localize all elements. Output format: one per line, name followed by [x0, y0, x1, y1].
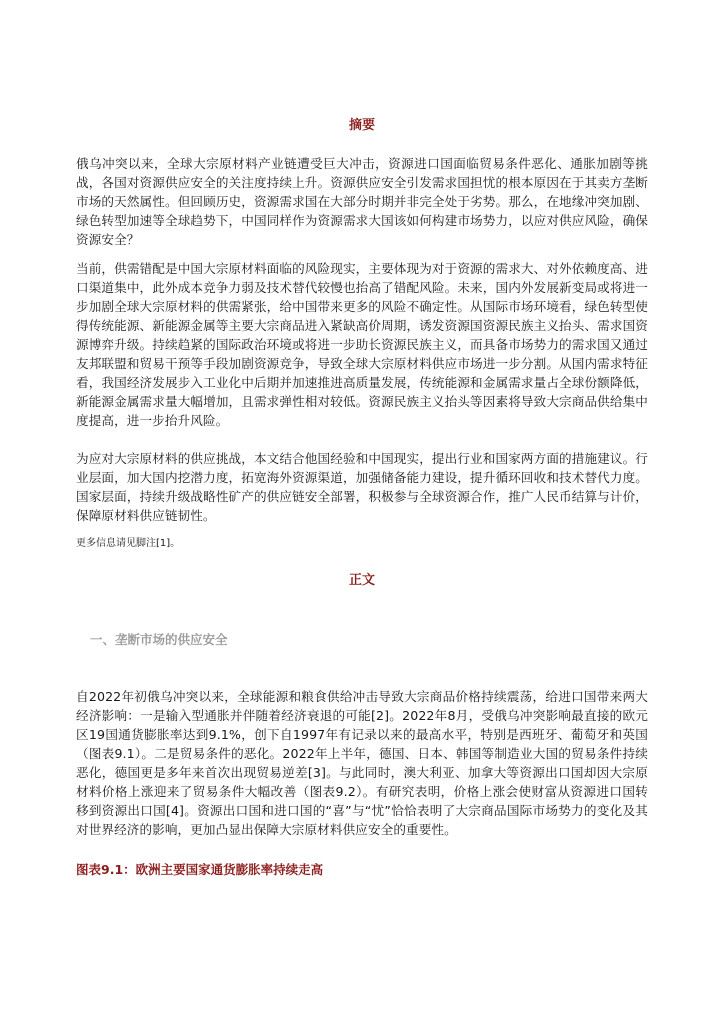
abstract-paragraph-1: 俄乌冲突以来，全球大宗原材料产业链遭受巨大冲击，资源进口国面临贸易条件恶化、通胀加剧等挑战，各国对资源供应安全的关注度持续上升。资源供应安全引发需求国担忧的根本原因在于其卖方垄断市场的天然属性。但回顾历史，资源需求国在大部分时期并非完全处于劣势。那么，在地缘冲突加剧、绿色转型加速等全球趋势下，中国同样作为资源需求大国该如何构建市场势力，以应对供应风险，确保资源安全？	[76, 156, 648, 247]
abstract-heading: 摘要	[348, 118, 375, 133]
abstract-paragraph-3: 为应对大宗原材料的供应挑战，本文结合他国经验和中国现实，提出行业和国家两方面的措施建议。行业层面，加大国内挖潜力度，拓宽海外资源渠道，加强储备能力建设，提升循环回收和技术替代力度。国家层面，持续升级战略性矿产的供应链安全部署，积极参与全球资源合作，推广人民币结算与计价，保障原材料供应链韧性。	[76, 451, 648, 523]
body-heading: 正文	[348, 573, 375, 588]
section-title: 一、垄断市场的供应安全	[90, 632, 228, 647]
figure-caption: 图表9.1：欧洲主要国家通货膨胀率持续走高	[76, 862, 324, 877]
abstract-paragraph-2: 当前，供需错配是中国大宗原材料面临的风险现实，主要体现为对于资源的需求大、对外依赖度高、进口渠道集中，此外成本竞争力弱及技术替代较慢也抬高了错配风险。未来，国内外发展新变局或将进一步加剧全球大宗原材料的供需紧张，给中国带来更多的风险不确定性。从国际市场环境看，绿色转型使得传统能源、新能源金属等主要大宗商品进入紧缺高价周期，诱发资源国资源民族主义抬头、需求国资源博弈升级。持续趋紧的国际政治环境或将进一步助长资源民族主义，而具备市场势力的需求国又通过友邦联盟和贸易干预等手段加剧资源竞争，导致全球大宗原材料供应市场进一步分割。从国内需求特征看，我国经济发展步入工业化中后期并加速推进高质量发展，传统能源和金属需求量占全球份额降低，新能源金属需求量大幅增加，且需求弹性相对较低。资源民族主义抬头等因素将导致大宗商品供给集中度提高，进一步抬升风险。	[76, 261, 648, 428]
footnote-reference: 更多信息请见脚注[1]。	[76, 538, 181, 549]
body-paragraph: 自2022年初俄乌冲突以来，全球能源和粮食供给冲击导致大宗商品价格持续震荡，给进口国带来两大经济影响：一是输入型通胀并伴随着经济衰退的可能[2]。2022年8月，受俄乌冲突影响最直接的欧元区19国通货膨胀率达到9.1%，创下自1997年有记录以来的最高水平，特别是西班牙、葡萄牙和英国（图表9.1）。二是贸易条件的恶化。2022年上半年，德国、日本、韩国等制造业大国的贸易条件持续恶化，德国更是多年来首次出现贸易逆差[3]。与此同时，澳大利亚、加拿大等资源出口国却因大宗原材料价格上涨迎来了贸易条件大幅改善（图表9.2）。有研究表明，价格上涨会使财富从资源进口国转移到资源出口国[4]。资源出口国和进口国的“喜”与“忧”恰恰表明了大宗商品国际市场势力的变化及其对世界经济的影响，更加凸显出保障大宗原材料供应安全的重要性。	[76, 689, 648, 837]
